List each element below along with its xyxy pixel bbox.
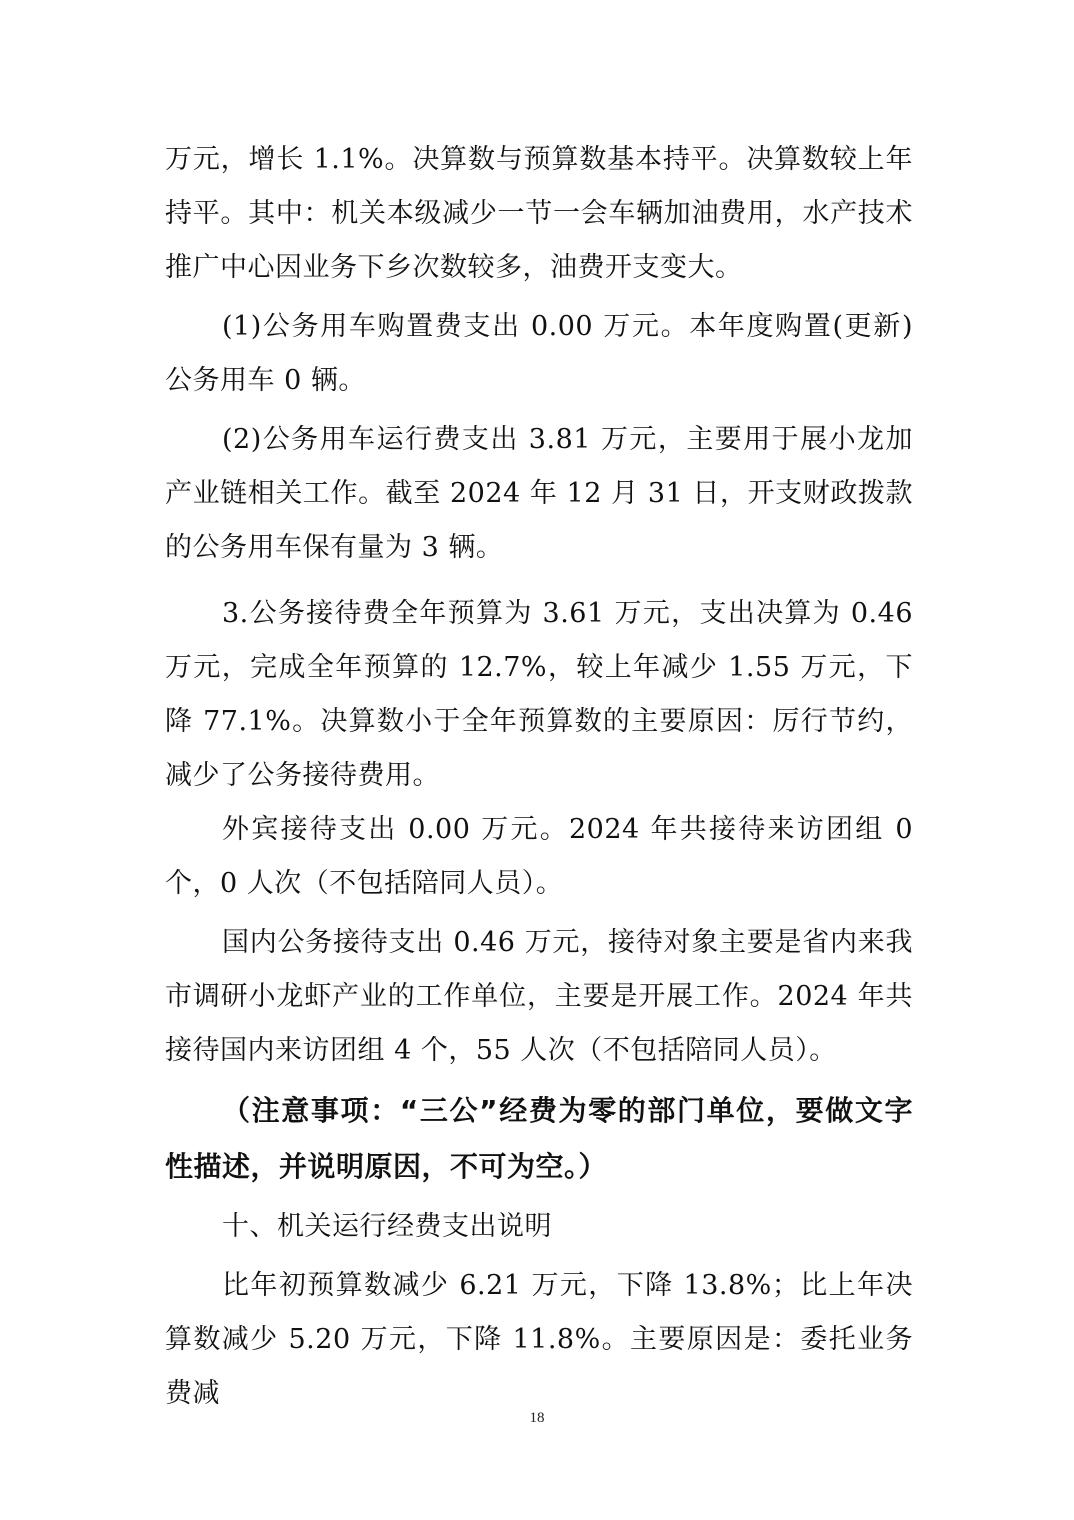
paragraph-foreign-reception: 外宾接待支出 0.00 万元。2024 年共接待来访团组 0 个，0 人次（不包括陪同人员）。 [165,814,913,899]
note-paragraph: （注意事项：“三公”经费为零的部门单位，要做文字性描述，并说明原因，不可为空。） [165,1094,913,1183]
paragraph-vehicle-operation: (2)公务用车运行费支出 3.81 万元，主要用于展小龙加产业链相关工作。截至 2024 年 12 月 31 日，开支财政拨款的公务用车保有量为 3 辆。 [165,424,913,563]
paragraph-domestic-reception: 国内公务接待支出 0.46 万元，接待对象主要是省内来我市调研小龙虾产业的工作单位，主要是开展工作。2024 年共接待国内来访团组 4 个，55 人次（不包括陪同人员）。 [165,927,913,1066]
section-heading: 十、机关运行经费支出说明 [222,1211,552,1242]
paragraph-vehicle-purchase: (1)公务用车购置费支出 0.00 万元。本年度购置(更新)公务用车 0 辆。 [165,311,913,396]
page-number: 18 [529,1410,545,1426]
paragraph-operating-expenses: 比年初预算数减少 6.21 万元，下降 13.8%；比上年决算数减少 5.20 万元，下降 11.8%。主要原因是：委托业务费减 [165,1270,913,1409]
body-text [165,133,913,1421]
paragraph-reception-summary: 3.公务接待费全年预算为 3.61 万元，支出决算为 0.46 万元，完成全年预算的 12.7%，较上年减少 1.55 万元，下降 77.1%。决算数小于全年预算数的主要原因：厉行节约，减少了公务接待费用。 [165,598,913,791]
paragraph-vehicle-summary: 万元，增长 1.1%。决算数与预算数基本持平。决算数较上年持平。其中：机关本级减少一节一会车辆加油费用，水产技术推广中心因业务下乡次数较多，油费开支变大。 [165,144,913,283]
